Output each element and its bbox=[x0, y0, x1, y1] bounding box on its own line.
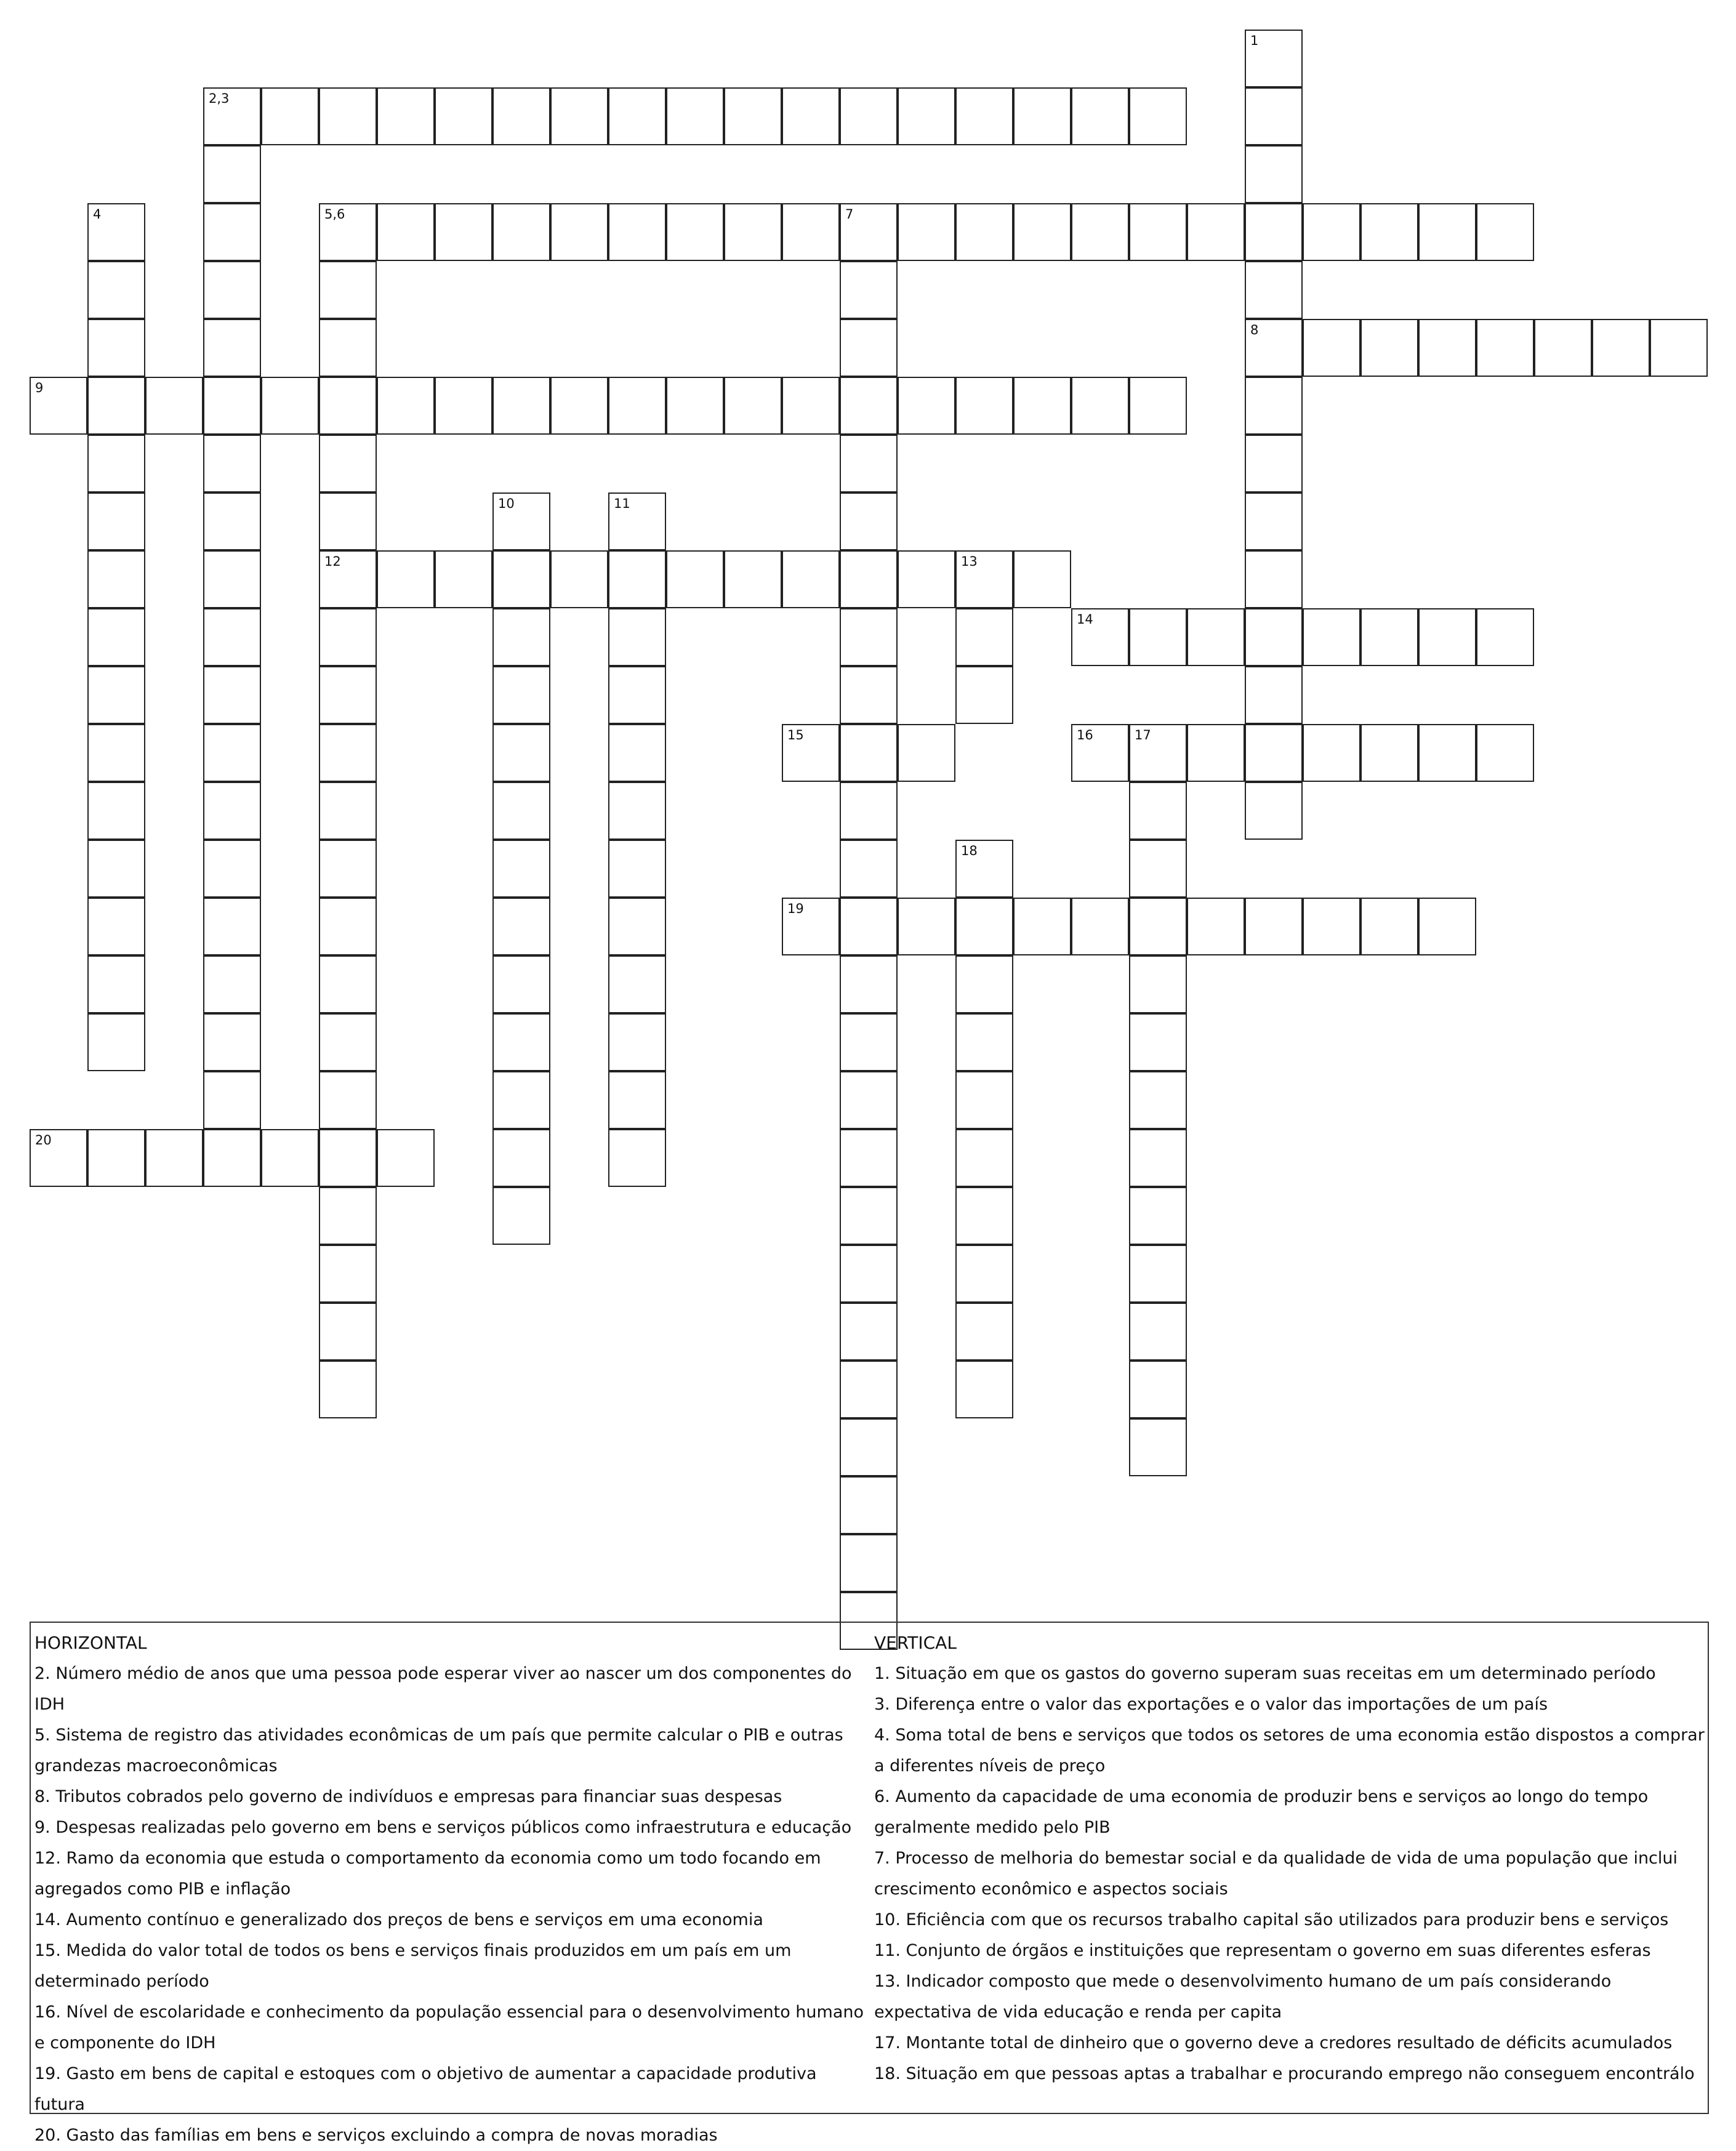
crossword-cell[interactable] bbox=[87, 898, 145, 955]
crossword-cell[interactable] bbox=[955, 377, 1013, 435]
clue-number: 4 bbox=[93, 207, 102, 222]
crossword-cell[interactable] bbox=[608, 782, 666, 840]
crossword-cell[interactable] bbox=[840, 608, 898, 666]
crossword-cell[interactable] bbox=[1129, 1361, 1187, 1418]
crossword-cell[interactable] bbox=[492, 898, 550, 955]
crossword-cell[interactable] bbox=[1245, 898, 1303, 955]
crossword-cell[interactable] bbox=[608, 493, 666, 550]
crossword-cell[interactable] bbox=[87, 203, 145, 261]
crossword-cell[interactable] bbox=[724, 377, 782, 435]
crossword-cell[interactable] bbox=[30, 1129, 87, 1187]
crossword-cell[interactable] bbox=[608, 1071, 666, 1129]
crossword-cell[interactable] bbox=[608, 550, 666, 608]
crossword-cell[interactable] bbox=[203, 666, 261, 724]
crossword-cell[interactable] bbox=[1245, 145, 1303, 203]
crossword-cell[interactable] bbox=[1534, 319, 1592, 377]
clue-number: 14 bbox=[1077, 612, 1093, 627]
crossword-cell[interactable] bbox=[782, 550, 840, 608]
crossword-cell[interactable] bbox=[87, 782, 145, 840]
crossword-cell[interactable] bbox=[608, 203, 666, 261]
crossword-cell[interactable] bbox=[898, 550, 955, 608]
crossword-cell[interactable] bbox=[840, 724, 898, 782]
clue-number: 1 bbox=[1250, 33, 1259, 48]
crossword-cell[interactable] bbox=[377, 87, 435, 145]
crossword-cell[interactable] bbox=[1245, 319, 1303, 377]
crossword-cell[interactable] bbox=[1245, 550, 1303, 608]
clue-number: 7 bbox=[845, 207, 854, 222]
vertical-heading: VERTICAL bbox=[874, 1633, 957, 1653]
crossword-cell[interactable] bbox=[550, 87, 608, 145]
crossword-cell[interactable] bbox=[203, 955, 261, 1013]
crossword-cell[interactable] bbox=[1129, 203, 1187, 261]
clue-horizontal-20: 20. Gasto das famílias em bens e serviços excluindo a compra de novas moradias bbox=[34, 2126, 718, 2145]
crossword-cell[interactable] bbox=[1071, 203, 1129, 261]
crossword-cell[interactable] bbox=[840, 1476, 898, 1534]
clue-vertical-7: 7. Processo de melhoria do bemestar social e da qualidade de vida de uma população que inclui crescimento econômico e aspectos sociais bbox=[874, 1849, 1678, 1899]
crossword-cell[interactable] bbox=[1129, 1129, 1187, 1187]
crossword-cell[interactable] bbox=[435, 550, 492, 608]
crossword-cell[interactable] bbox=[782, 898, 840, 955]
crossword-cell[interactable] bbox=[1360, 608, 1418, 666]
crossword-cell[interactable] bbox=[840, 1534, 898, 1592]
crossword-cell[interactable] bbox=[955, 1361, 1013, 1418]
crossword-cell[interactable] bbox=[840, 261, 898, 319]
crossword-cell[interactable] bbox=[1476, 319, 1534, 377]
crossword-cell[interactable] bbox=[1418, 203, 1476, 261]
crossword-cell[interactable] bbox=[1245, 666, 1303, 724]
crossword-cell[interactable] bbox=[87, 955, 145, 1013]
crossword-cell[interactable] bbox=[87, 1013, 145, 1071]
clue-vertical-11: 11. Conjunto de órgãos e instituições que representam o governo em suas diferentes esferas bbox=[874, 1941, 1651, 1960]
crossword-cell[interactable] bbox=[87, 608, 145, 666]
crossword-cell[interactable] bbox=[898, 377, 955, 435]
crossword-cell[interactable] bbox=[608, 724, 666, 782]
crossword-cell[interactable] bbox=[840, 319, 898, 377]
crossword-cell[interactable] bbox=[955, 608, 1013, 666]
crossword-cell[interactable] bbox=[1418, 319, 1476, 377]
clues-box bbox=[30, 1622, 1709, 2145]
crossword-cell[interactable] bbox=[666, 87, 724, 145]
crossword-cell[interactable] bbox=[203, 840, 261, 898]
crossword-cell[interactable] bbox=[840, 1013, 898, 1071]
crossword-cell[interactable] bbox=[840, 955, 898, 1013]
crossword-cell[interactable] bbox=[319, 608, 377, 666]
clue-horizontal-16: 16. Nível de escolaridade e conhecimento da população essencial para o desenvolvimento humano e componente do IDH bbox=[34, 2003, 864, 2052]
crossword-cell[interactable] bbox=[1245, 377, 1303, 435]
crossword-cell[interactable] bbox=[898, 898, 955, 955]
crossword-cell[interactable] bbox=[1071, 898, 1129, 955]
crossword-cell[interactable] bbox=[1013, 377, 1071, 435]
crossword-cell[interactable] bbox=[898, 724, 955, 782]
crossword-cell[interactable] bbox=[550, 550, 608, 608]
crossword-cell[interactable] bbox=[435, 87, 492, 145]
clue-number: 10 bbox=[498, 496, 515, 511]
crossword-cell[interactable] bbox=[1071, 377, 1129, 435]
crossword-cell[interactable] bbox=[1071, 87, 1129, 145]
crossword-cell[interactable] bbox=[435, 203, 492, 261]
clue-number: 9 bbox=[35, 380, 44, 395]
crossword-cell[interactable] bbox=[724, 550, 782, 608]
crossword-cell[interactable] bbox=[319, 1187, 377, 1245]
crossword-cell[interactable] bbox=[840, 782, 898, 840]
crossword-cell[interactable] bbox=[1013, 203, 1071, 261]
crossword-cell[interactable] bbox=[955, 1303, 1013, 1361]
clue-horizontal-19: 19. Gasto em bens de capital e estoques com o objetivo de aumentar a capacidade produtiva futura bbox=[34, 2064, 817, 2114]
crossword-cell[interactable] bbox=[1071, 608, 1129, 666]
crossword-cell[interactable] bbox=[319, 203, 377, 261]
crossword-cell[interactable] bbox=[840, 1245, 898, 1303]
crossword-cell[interactable] bbox=[145, 377, 203, 435]
crossword-cell[interactable] bbox=[492, 203, 550, 261]
crossword-cell[interactable] bbox=[1245, 203, 1303, 261]
crossword-cell[interactable] bbox=[203, 608, 261, 666]
crossword-cell[interactable] bbox=[955, 203, 1013, 261]
crossword-cell[interactable] bbox=[492, 87, 550, 145]
crossword-cell[interactable] bbox=[319, 87, 377, 145]
crossword-cell[interactable] bbox=[840, 1129, 898, 1187]
crossword-cell[interactable] bbox=[550, 377, 608, 435]
crossword-cell[interactable] bbox=[319, 550, 377, 608]
crossword-cell[interactable] bbox=[1129, 898, 1187, 955]
crossword-cell[interactable] bbox=[724, 203, 782, 261]
crossword-cell[interactable] bbox=[608, 1013, 666, 1071]
crossword-cell[interactable] bbox=[955, 1187, 1013, 1245]
crossword-cell[interactable] bbox=[1245, 493, 1303, 550]
crossword-cell[interactable] bbox=[840, 1071, 898, 1129]
crossword-cell[interactable] bbox=[87, 261, 145, 319]
crossword-cell[interactable] bbox=[492, 1187, 550, 1245]
crossword-cell[interactable] bbox=[1013, 898, 1071, 955]
crossword-cell[interactable] bbox=[492, 724, 550, 782]
crossword-cell[interactable] bbox=[840, 1418, 898, 1476]
crossword-cell[interactable] bbox=[955, 955, 1013, 1013]
crossword-cell[interactable] bbox=[319, 724, 377, 782]
crossword-cell[interactable] bbox=[377, 377, 435, 435]
crossword-cell[interactable] bbox=[840, 666, 898, 724]
crossword-cell[interactable] bbox=[782, 87, 840, 145]
clue-vertical-10: 10. Eficiência com que os recursos trabalho capital são utilizados para produzir bens e serviços bbox=[874, 1910, 1669, 1929]
crossword-cell[interactable] bbox=[782, 377, 840, 435]
crossword-cell[interactable] bbox=[1476, 203, 1534, 261]
crossword-cell[interactable] bbox=[840, 377, 898, 435]
crossword-cell[interactable] bbox=[377, 1129, 435, 1187]
clue-number: 11 bbox=[614, 496, 630, 511]
crossword-cell[interactable] bbox=[319, 898, 377, 955]
crossword-cell[interactable] bbox=[492, 377, 550, 435]
crossword-cell[interactable] bbox=[1129, 724, 1187, 782]
crossword-cell[interactable] bbox=[1476, 608, 1534, 666]
crossword-cell[interactable] bbox=[1245, 87, 1303, 145]
crossword-cell[interactable] bbox=[1245, 724, 1303, 782]
clue-horizontal-12: 12. Ramo da economia que estuda o comportamento da economia como um todo focando em agregados como PIB e inflação bbox=[34, 1849, 821, 1899]
crossword-cell[interactable] bbox=[1129, 840, 1187, 898]
crossword-cell[interactable] bbox=[1245, 435, 1303, 493]
crossword-cell[interactable] bbox=[955, 840, 1013, 898]
crossword-cell[interactable] bbox=[1245, 30, 1303, 87]
crossword-cell[interactable] bbox=[377, 550, 435, 608]
crossword-cell[interactable] bbox=[840, 87, 898, 145]
crossword-cell[interactable] bbox=[1071, 724, 1129, 782]
crossword-cell[interactable] bbox=[203, 319, 261, 377]
crossword-cell[interactable] bbox=[203, 782, 261, 840]
crossword-cell[interactable] bbox=[1650, 319, 1708, 377]
crossword-cell[interactable] bbox=[319, 782, 377, 840]
crossword-cell[interactable] bbox=[203, 87, 261, 145]
crossword-cell[interactable] bbox=[608, 1129, 666, 1187]
crossword-cell[interactable] bbox=[666, 550, 724, 608]
crossword-cell[interactable] bbox=[840, 493, 898, 550]
clue-number: 13 bbox=[961, 554, 978, 569]
crossword-cell[interactable] bbox=[1187, 724, 1245, 782]
crossword-cell[interactable] bbox=[492, 840, 550, 898]
crossword-cell[interactable] bbox=[1013, 550, 1071, 608]
crossword-cell[interactable] bbox=[1418, 898, 1476, 955]
crossword-cell[interactable] bbox=[87, 840, 145, 898]
crossword-cell[interactable] bbox=[319, 435, 377, 493]
crossword-cell[interactable] bbox=[492, 782, 550, 840]
crossword-cell[interactable] bbox=[203, 898, 261, 955]
crossword-cell[interactable] bbox=[319, 840, 377, 898]
crossword-cell[interactable] bbox=[261, 377, 319, 435]
crossword-cell[interactable] bbox=[435, 377, 492, 435]
crossword-cell[interactable] bbox=[1129, 1245, 1187, 1303]
crossword-cell[interactable] bbox=[608, 840, 666, 898]
crossword-cell[interactable] bbox=[1476, 724, 1534, 782]
crossword-cell[interactable] bbox=[608, 377, 666, 435]
clue-horizontal-8: 8. Tributos cobrados pelo governo de indivíduos e empresas para financiar suas despesas bbox=[34, 1787, 782, 1806]
crossword-cell[interactable] bbox=[492, 1129, 550, 1187]
clue-vertical-17: 17. Montante total de dinheiro que o governo deve a credores resultado de déficits acumulados bbox=[874, 2033, 1673, 2052]
crossword-cell[interactable] bbox=[1187, 608, 1245, 666]
horizontal-heading: HORIZONTAL bbox=[34, 1633, 147, 1653]
crossword-cell[interactable] bbox=[840, 898, 898, 955]
crossword-cell[interactable] bbox=[203, 493, 261, 550]
crossword-cell[interactable] bbox=[1303, 203, 1360, 261]
crossword-cell[interactable] bbox=[1418, 608, 1476, 666]
crossword-cell[interactable] bbox=[319, 1303, 377, 1361]
clue-vertical-13: 13. Indicador composto que mede o desenvolvimento humano de um país considerando expectativa de vida educação e renda per capita bbox=[874, 1972, 1612, 2022]
crossword-cell[interactable] bbox=[203, 550, 261, 608]
clue-number: 15 bbox=[787, 728, 804, 742]
crossword-cell[interactable] bbox=[1129, 1418, 1187, 1476]
clue-vertical-3: 3. Diferença entre o valor das exportações e o valor das importações de um país bbox=[874, 1695, 1548, 1714]
crossword-cell[interactable] bbox=[955, 1245, 1013, 1303]
crossword-cell[interactable] bbox=[1592, 319, 1650, 377]
crossword-cell[interactable] bbox=[319, 493, 377, 550]
crossword-cell[interactable] bbox=[1129, 955, 1187, 1013]
crossword-cell[interactable] bbox=[840, 1361, 898, 1418]
clue-number: 16 bbox=[1077, 728, 1093, 742]
crossword-cell[interactable] bbox=[955, 1013, 1013, 1071]
clue-number: 8 bbox=[1250, 323, 1259, 337]
crossword-cell[interactable] bbox=[782, 203, 840, 261]
crossword-cell[interactable] bbox=[203, 377, 261, 435]
crossword-cell[interactable] bbox=[87, 493, 145, 550]
crossword-cell[interactable] bbox=[319, 1129, 377, 1187]
crossword-cell[interactable] bbox=[666, 203, 724, 261]
crossword-cell[interactable] bbox=[1187, 898, 1245, 955]
crossword-cell[interactable] bbox=[319, 1071, 377, 1129]
crossword-cell[interactable] bbox=[492, 955, 550, 1013]
crossword-cell[interactable] bbox=[955, 1071, 1013, 1129]
clue-horizontal-5: 5. Sistema de registro das atividades econômicas de um país que permite calcular o PIB e outras grandezas macroeconômicas bbox=[34, 1726, 843, 1775]
crossword-cell[interactable] bbox=[377, 203, 435, 261]
crossword-cell[interactable] bbox=[840, 550, 898, 608]
crossword-cell[interactable] bbox=[1360, 203, 1418, 261]
clue-vertical-4: 4. Soma total de bens e serviços que todos os setores de uma economia estão dispostos a comprar a diferentes níveis de preço bbox=[874, 1726, 1705, 1775]
crossword-cell[interactable] bbox=[840, 203, 898, 261]
clue-vertical-18: 18. Situação em que pessoas aptas a trabalhar e procurando emprego não conseguem encontrálo bbox=[874, 2064, 1695, 2083]
crossword-cell[interactable] bbox=[840, 1187, 898, 1245]
crossword-cell[interactable] bbox=[1129, 1187, 1187, 1245]
crossword-cell[interactable] bbox=[87, 435, 145, 493]
crossword-cell[interactable] bbox=[203, 1013, 261, 1071]
crossword-cell[interactable] bbox=[840, 435, 898, 493]
crossword-cell[interactable] bbox=[261, 87, 319, 145]
crossword-cell[interactable] bbox=[1245, 261, 1303, 319]
crossword-cell[interactable] bbox=[203, 145, 261, 203]
crossword-cell[interactable] bbox=[955, 87, 1013, 145]
crossword-cell[interactable] bbox=[1360, 319, 1418, 377]
crossword-cell[interactable] bbox=[261, 1129, 319, 1187]
crossword-cell[interactable] bbox=[1418, 724, 1476, 782]
crossword-cell[interactable] bbox=[492, 1071, 550, 1129]
crossword-cell[interactable] bbox=[203, 203, 261, 261]
crossword-cell[interactable] bbox=[203, 1071, 261, 1129]
crossword-cell[interactable] bbox=[319, 1245, 377, 1303]
crossword-cell[interactable] bbox=[1129, 1071, 1187, 1129]
crossword-cell[interactable] bbox=[492, 666, 550, 724]
crossword-cell[interactable] bbox=[782, 724, 840, 782]
clue-number: 18 bbox=[961, 843, 978, 858]
clue-horizontal-2: 2. Número médio de anos que uma pessoa pode esperar viver ao nascer um dos componentes do IDH bbox=[34, 1664, 852, 1714]
crossword-cell[interactable] bbox=[1129, 1013, 1187, 1071]
clue-number: 19 bbox=[787, 901, 804, 916]
crossword-cell[interactable] bbox=[955, 898, 1013, 955]
crossword-cell[interactable] bbox=[30, 377, 87, 435]
crossword-cell[interactable] bbox=[203, 435, 261, 493]
crossword-cell[interactable] bbox=[608, 87, 666, 145]
crossword-cell[interactable] bbox=[319, 1361, 377, 1418]
clue-number: 17 bbox=[1135, 728, 1151, 742]
crossword-cell[interactable] bbox=[1303, 898, 1360, 955]
crossword-cell[interactable] bbox=[898, 203, 955, 261]
crossword-cell[interactable] bbox=[492, 1013, 550, 1071]
crossword-cell[interactable] bbox=[319, 666, 377, 724]
crossword-cell[interactable] bbox=[955, 550, 1013, 608]
crossword-cell[interactable] bbox=[724, 87, 782, 145]
clue-number: 20 bbox=[35, 1133, 52, 1148]
clue-horizontal-14: 14. Aumento contínuo e generalizado dos preços de bens e serviços em uma economia bbox=[34, 1910, 763, 1929]
crossword-cell[interactable] bbox=[1245, 608, 1303, 666]
crossword-cell[interactable] bbox=[1129, 1303, 1187, 1361]
crossword-cell[interactable] bbox=[1129, 377, 1187, 435]
crossword-cell[interactable] bbox=[492, 493, 550, 550]
crossword-cell[interactable] bbox=[319, 1013, 377, 1071]
crossword-cell[interactable] bbox=[608, 898, 666, 955]
crossword-cell[interactable] bbox=[840, 1303, 898, 1361]
vertical-clues-column bbox=[874, 1628, 1705, 2089]
crossword-cell[interactable] bbox=[1303, 724, 1360, 782]
crossword-cell[interactable] bbox=[87, 666, 145, 724]
crossword-cell[interactable] bbox=[1187, 203, 1245, 261]
clue-vertical-6: 6. Aumento da capacidade de uma economia de produzir bens e serviços ao longo do tempo geralmente medido pelo PIB bbox=[874, 1787, 1649, 1837]
crossword-cell[interactable] bbox=[1303, 608, 1360, 666]
crossword-cell[interactable] bbox=[319, 261, 377, 319]
crossword-cell[interactable] bbox=[203, 1129, 261, 1187]
crossword-cell[interactable] bbox=[1013, 87, 1071, 145]
crossword-cell[interactable] bbox=[955, 1129, 1013, 1187]
crossword-cell[interactable] bbox=[492, 550, 550, 608]
horizontal-clues-column bbox=[34, 1628, 872, 2151]
clue-vertical-1: 1. Situação em que os gastos do governo superam suas receitas em um determinado período bbox=[874, 1664, 1656, 1683]
crossword-cell[interactable] bbox=[1245, 782, 1303, 840]
clue-number: 2,3 bbox=[209, 91, 230, 106]
crossword-cell[interactable] bbox=[608, 608, 666, 666]
clue-number: 5,6 bbox=[324, 207, 345, 222]
crossword-cell[interactable] bbox=[1360, 724, 1418, 782]
crossword-cell[interactable] bbox=[608, 955, 666, 1013]
crossword-cell[interactable] bbox=[898, 87, 955, 145]
crossword-cell[interactable] bbox=[666, 377, 724, 435]
crossword-cell[interactable] bbox=[319, 377, 377, 435]
crossword-cell[interactable] bbox=[203, 261, 261, 319]
crossword-cell[interactable] bbox=[1303, 319, 1360, 377]
crossword-cell[interactable] bbox=[1360, 898, 1418, 955]
clue-number: 12 bbox=[324, 554, 341, 569]
crossword-cell[interactable] bbox=[955, 666, 1013, 724]
clue-horizontal-9: 9. Despesas realizadas pelo governo em bens e serviços públicos como infraestrutura e educação bbox=[34, 1818, 852, 1837]
crossword-cell[interactable] bbox=[492, 608, 550, 666]
crossword-cell[interactable] bbox=[840, 840, 898, 898]
crossword-cell[interactable] bbox=[87, 319, 145, 377]
crossword-cell[interactable] bbox=[550, 203, 608, 261]
crossword-cell[interactable] bbox=[87, 377, 145, 435]
crossword-cell[interactable] bbox=[87, 1129, 145, 1187]
crossword-cell[interactable] bbox=[87, 724, 145, 782]
clue-horizontal-15: 15. Medida do valor total de todos os bens e serviços finais produzidos em um país em um determinado período bbox=[34, 1941, 792, 1991]
crossword-cell[interactable] bbox=[319, 319, 377, 377]
crossword-cell[interactable] bbox=[1129, 87, 1187, 145]
crossword-cell[interactable] bbox=[608, 666, 666, 724]
crossword-cell[interactable] bbox=[87, 550, 145, 608]
crossword-cell[interactable] bbox=[145, 1129, 203, 1187]
crossword-cell[interactable] bbox=[1129, 608, 1187, 666]
crossword-cell[interactable] bbox=[1129, 782, 1187, 840]
crossword-cell[interactable] bbox=[203, 724, 261, 782]
crossword-cell[interactable] bbox=[319, 955, 377, 1013]
